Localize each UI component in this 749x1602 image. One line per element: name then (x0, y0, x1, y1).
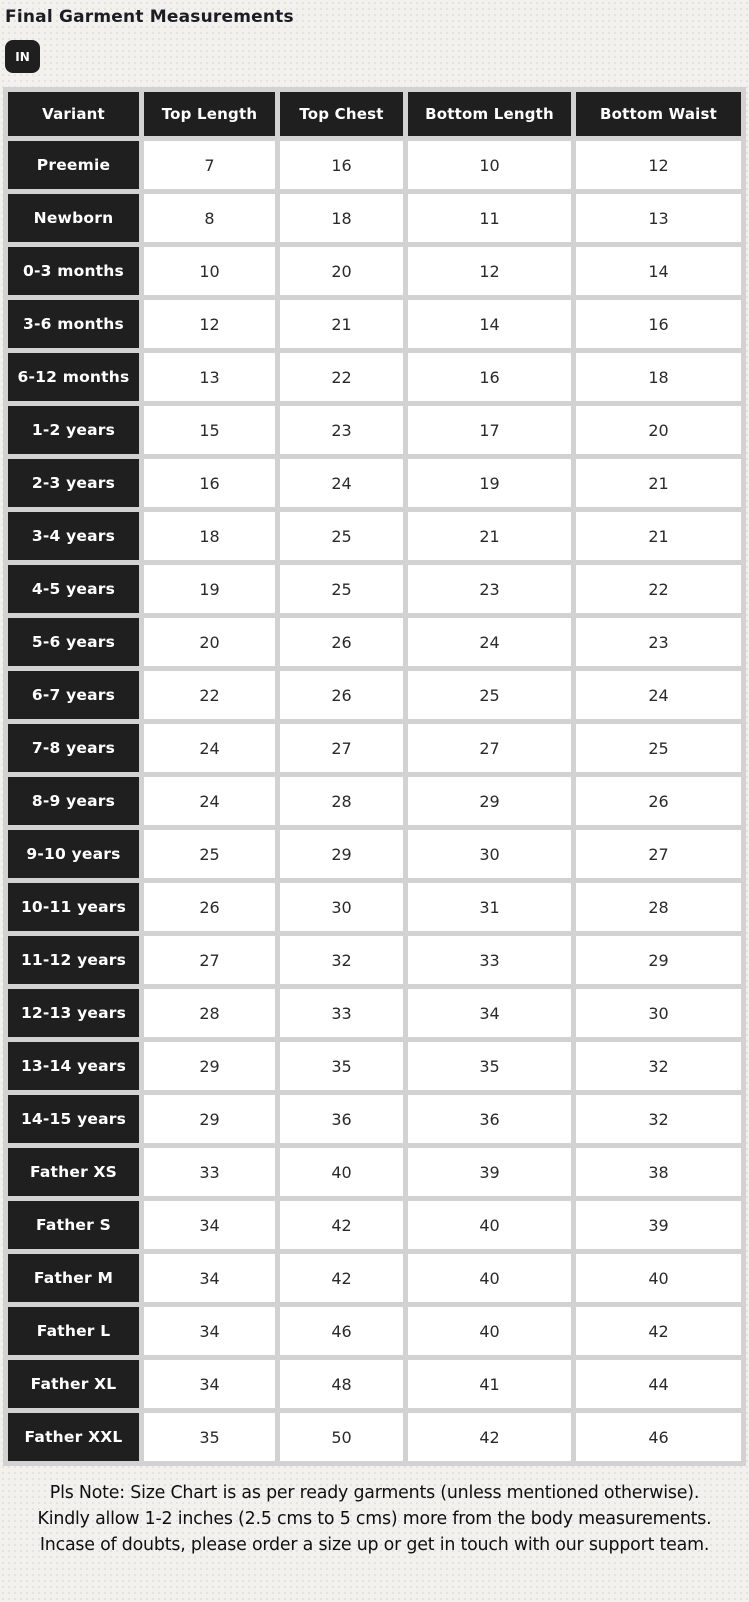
measurement-cell: 13 (144, 353, 275, 401)
measurement-cell: 32 (576, 1095, 741, 1143)
measurement-cell: 26 (576, 777, 741, 825)
measurement-cell: 40 (576, 1254, 741, 1302)
measurement-cell: 15 (144, 406, 275, 454)
table-row (8, 883, 741, 931)
measurement-cell: 18 (576, 353, 741, 401)
variant-cell: 13-14 years (8, 1042, 139, 1090)
measurement-cell: 16 (280, 141, 403, 189)
table-row (8, 1148, 741, 1196)
table-row (8, 671, 741, 719)
measurement-cell: 40 (280, 1148, 403, 1196)
table-row (8, 194, 741, 242)
variant-cell: 1-2 years (8, 406, 139, 454)
variant-cell: Father XL (8, 1360, 139, 1408)
variant-cell: Father XXL (8, 1413, 139, 1461)
measurement-cell: 26 (144, 883, 275, 931)
measurement-cell: 40 (408, 1201, 571, 1249)
column-header: Top Length (144, 92, 275, 136)
measurement-cell: 27 (144, 936, 275, 984)
table-row (8, 618, 741, 666)
measurement-cell: 24 (408, 618, 571, 666)
table-body (8, 141, 741, 1461)
measurement-cell: 30 (576, 989, 741, 1037)
measurement-cell: 24 (144, 777, 275, 825)
measurement-cell: 36 (408, 1095, 571, 1143)
measurement-cell: 11 (408, 194, 571, 242)
measurement-cell: 48 (280, 1360, 403, 1408)
table-row (8, 247, 741, 295)
variant-cell: 7-8 years (8, 724, 139, 772)
variant-cell: 5-6 years (8, 618, 139, 666)
measurement-cell: 42 (280, 1254, 403, 1302)
measurement-cell: 28 (576, 883, 741, 931)
table-row (8, 459, 741, 507)
measurement-cell: 30 (280, 883, 403, 931)
measurement-cell: 13 (576, 194, 741, 242)
measurement-cell: 21 (280, 300, 403, 348)
variant-cell: 6-12 months (8, 353, 139, 401)
measurement-cell: 27 (280, 724, 403, 772)
measurement-cell: 12 (576, 141, 741, 189)
measurement-cell: 23 (576, 618, 741, 666)
measurement-cell: 36 (280, 1095, 403, 1143)
measurement-cell: 25 (280, 512, 403, 560)
measurement-cell: 42 (280, 1201, 403, 1249)
table-row (8, 1201, 741, 1249)
measurement-cell: 18 (144, 512, 275, 560)
measurement-cell: 34 (144, 1254, 275, 1302)
measurement-cell: 41 (408, 1360, 571, 1408)
variant-cell: 10-11 years (8, 883, 139, 931)
measurement-cell: 39 (576, 1201, 741, 1249)
variant-cell: 6-7 years (8, 671, 139, 719)
measurement-cell: 31 (408, 883, 571, 931)
measurement-cell: 25 (144, 830, 275, 878)
column-header: Bottom Length (408, 92, 571, 136)
measurement-cell: 8 (144, 194, 275, 242)
table-row (8, 512, 741, 560)
variant-cell: 11-12 years (8, 936, 139, 984)
measurement-cell: 27 (408, 724, 571, 772)
variant-cell: Preemie (8, 141, 139, 189)
measurement-cell: 29 (576, 936, 741, 984)
table-row (8, 1360, 741, 1408)
unit-toggle-button[interactable]: IN (5, 40, 40, 73)
table-row (8, 1095, 741, 1143)
measurement-cell: 16 (144, 459, 275, 507)
measurement-cell: 26 (280, 671, 403, 719)
table-row (8, 724, 741, 772)
footnote-line: Kindly allow 1-2 inches (2.5 cms to 5 cms) more from the body measurements. (37, 1508, 712, 1529)
measurement-cell: 34 (144, 1201, 275, 1249)
variant-cell: 14-15 years (8, 1095, 139, 1143)
measurement-cell: 21 (576, 512, 741, 560)
measurement-cell: 24 (280, 459, 403, 507)
variant-cell: 0-3 months (8, 247, 139, 295)
measurement-cell: 21 (408, 512, 571, 560)
footnote-line: Incase of doubts, please order a size up or get in touch with our support team. (39, 1534, 710, 1555)
page-title: Final Garment Measurements (5, 7, 294, 27)
measurement-cell: 29 (408, 777, 571, 825)
variant-cell: Father M (8, 1254, 139, 1302)
measurement-cell: 22 (576, 565, 741, 613)
measurement-cell: 46 (280, 1307, 403, 1355)
measurement-cell: 44 (576, 1360, 741, 1408)
table-row (8, 1254, 741, 1302)
measurement-cell: 21 (576, 459, 741, 507)
measurement-cell: 18 (280, 194, 403, 242)
variant-cell: 2-3 years (8, 459, 139, 507)
measurement-cell: 17 (408, 406, 571, 454)
column-header: Variant (8, 92, 139, 136)
table-row (8, 1413, 741, 1461)
measurement-cell: 35 (280, 1042, 403, 1090)
variant-cell: 9-10 years (8, 830, 139, 878)
measurement-cell: 23 (280, 406, 403, 454)
table-row (8, 1042, 741, 1090)
table-row (8, 353, 741, 401)
measurement-cell: 40 (408, 1254, 571, 1302)
measurement-cell: 46 (576, 1413, 741, 1461)
measurement-cell: 32 (576, 1042, 741, 1090)
measurement-cell: 42 (408, 1413, 571, 1461)
table-row (8, 777, 741, 825)
measurement-cell: 50 (280, 1413, 403, 1461)
variant-cell: 4-5 years (8, 565, 139, 613)
measurement-cell: 20 (280, 247, 403, 295)
measurement-cell: 27 (576, 830, 741, 878)
table-row (8, 565, 741, 613)
measurement-cell: 32 (280, 936, 403, 984)
table-row (8, 830, 741, 878)
footnote (3, 1481, 746, 1558)
footnote-line: Pls Note: Size Chart is as per ready garments (unless mentioned otherwise). (49, 1483, 700, 1503)
measurement-cell: 34 (144, 1307, 275, 1355)
column-header: Bottom Waist (576, 92, 741, 136)
measurement-cell: 42 (576, 1307, 741, 1355)
measurement-cell: 20 (576, 406, 741, 454)
size-chart-table (3, 87, 746, 1466)
measurement-cell: 28 (280, 777, 403, 825)
measurement-cell: 22 (144, 671, 275, 719)
variant-cell: 3-4 years (8, 512, 139, 560)
column-header: Top Chest (280, 92, 403, 136)
measurement-cell: 25 (408, 671, 571, 719)
measurement-cell: 26 (280, 618, 403, 666)
measurement-cell: 35 (144, 1413, 275, 1461)
measurement-cell: 28 (144, 989, 275, 1037)
measurement-cell: 19 (144, 565, 275, 613)
measurement-cell: 24 (144, 724, 275, 772)
measurement-cell: 25 (280, 565, 403, 613)
measurement-cell: 19 (408, 459, 571, 507)
measurement-cell: 39 (408, 1148, 571, 1196)
measurement-cell: 24 (576, 671, 741, 719)
measurement-cell: 22 (280, 353, 403, 401)
table-row (8, 406, 741, 454)
table-row (8, 1307, 741, 1355)
measurement-cell: 33 (280, 989, 403, 1037)
variant-cell: 12-13 years (8, 989, 139, 1037)
variant-cell: Father XS (8, 1148, 139, 1196)
measurement-cell: 14 (576, 247, 741, 295)
measurement-cell: 12 (408, 247, 571, 295)
measurement-cell: 35 (408, 1042, 571, 1090)
measurement-cell: 16 (408, 353, 571, 401)
measurement-cell: 30 (408, 830, 571, 878)
table-row (8, 300, 741, 348)
measurement-cell: 12 (144, 300, 275, 348)
measurement-cell: 33 (408, 936, 571, 984)
measurement-cell: 10 (408, 141, 571, 189)
table-row (8, 141, 741, 189)
variant-cell: Newborn (8, 194, 139, 242)
variant-cell: 8-9 years (8, 777, 139, 825)
variant-cell: Father S (8, 1201, 139, 1249)
measurement-cell: 10 (144, 247, 275, 295)
measurement-cell: 7 (144, 141, 275, 189)
measurement-cell: 40 (408, 1307, 571, 1355)
measurement-cell: 14 (408, 300, 571, 348)
variant-cell: 3-6 months (8, 300, 139, 348)
measurement-cell: 29 (144, 1042, 275, 1090)
variant-cell: Father L (8, 1307, 139, 1355)
measurement-cell: 20 (144, 618, 275, 666)
measurement-cell: 34 (408, 989, 571, 1037)
measurement-cell: 34 (144, 1360, 275, 1408)
measurement-cell: 29 (280, 830, 403, 878)
table-row (8, 989, 741, 1037)
table-row (8, 936, 741, 984)
measurement-cell: 33 (144, 1148, 275, 1196)
header-row (8, 92, 741, 136)
measurement-cell: 16 (576, 300, 741, 348)
measurement-cell: 23 (408, 565, 571, 613)
measurement-cell: 38 (576, 1148, 741, 1196)
measurement-cell: 25 (576, 724, 741, 772)
measurement-cell: 29 (144, 1095, 275, 1143)
